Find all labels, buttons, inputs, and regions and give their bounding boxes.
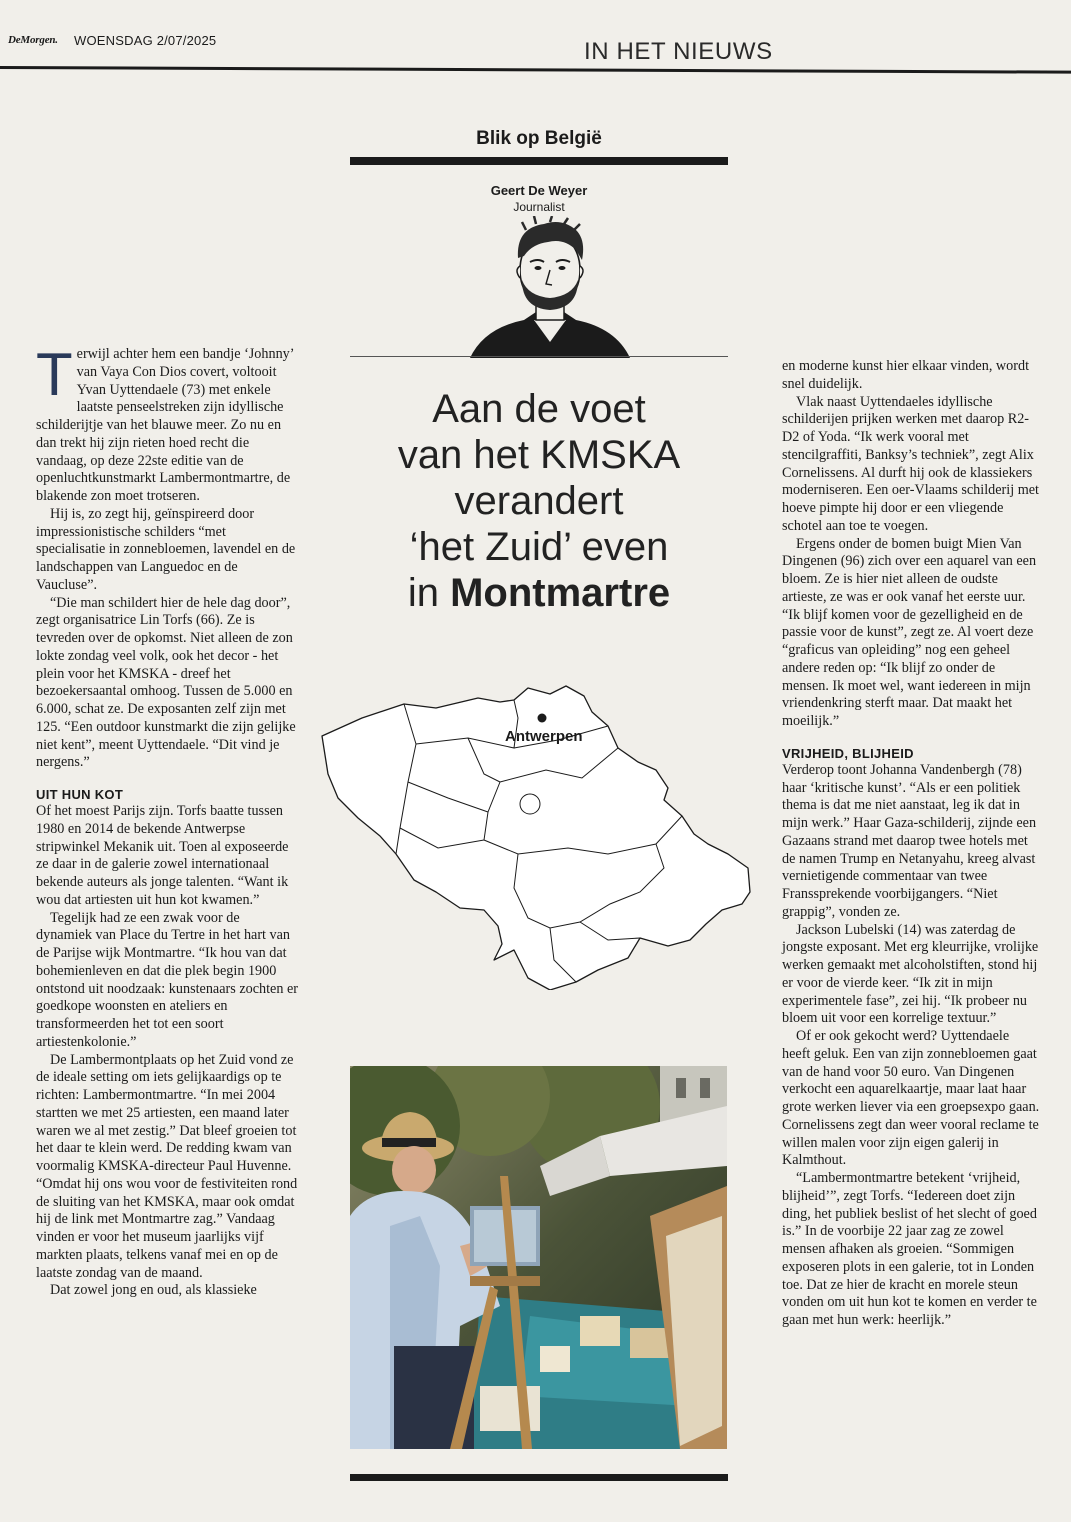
headline-emphasis: Montmartre [450, 571, 671, 615]
author-name: Geert De Weyer [490, 183, 588, 198]
paragraph: “Lambermontmartre betekent ‘vrijheid, blijheid’”, zegt Torfs. “Iedereen doet zijn ding, het publiek beslist of het slecht of goed is.” In de voorbije 22 jaar zag ze zowel mensen afhaken als groeien. “Sommigen exposeren plots in een galerie, tot in Londen toe. Dat ze hier de kracht en morele steun vonden om uit hun kot te komen en verder te gaan met hun werk: heerlijk.” [782, 1170, 1037, 1328]
paragraph: Hij is, zo zegt hij, geïnspireerd door impressionistische schilders “met specialisatie in zonnebloemen, lavendel en de landschappen van Languedoc en de Vaucluse”. [36, 505, 296, 593]
paragraph: Of er ook gekocht werd? Uyttendaele heeft geluk. Een van zijn zonnebloemen gaat van de hand voor 50 euro. Van Dingenen verkocht een aquarelkaartje, maar laat haar grote werken liever via een groepsexpo gaan. Cornelissens zegt dan weer vooral reclame te willen malen voor zijn eigen galerij in Kalmthout. [782, 1028, 1040, 1169]
masthead-logo: DeMorgen. [8, 34, 58, 46]
headline-line-3: verandert [454, 479, 624, 523]
header-rule [0, 66, 1071, 74]
issue-date: WOENSDAG 2/07/2025 [74, 33, 217, 48]
antwerp-marker [538, 714, 547, 723]
paragraph [36, 341, 298, 506]
paragraph: Dat zowel jong en oud, als klassieke [50, 1282, 257, 1299]
author-role: Journalist [513, 200, 565, 214]
paragraph: Tegelijk had ze een zwak voor de dynamiek van Place du Tertre in het hart van de Parijse wijk Montmartre. “Ik hou van dat bohemienleven en dat die plek begin 1900 ontstond uit noodzaak: kunstenaars zochten er goedkope woonsten en ateliers en transformeerden het tot een soort artiestenkolonie.” [36, 909, 298, 1050]
section-title: IN HET NIEUWS [584, 38, 773, 65]
headline-prefix: in [407, 571, 451, 615]
dropcap: T [36, 341, 73, 408]
left-column [36, 341, 298, 1300]
right-column [782, 358, 1040, 1330]
headline-line-2: van het KMSKA [397, 433, 681, 477]
headline [350, 386, 728, 616]
map-city-label: Antwerpen [505, 728, 583, 745]
headline-line-4: ‘het Zuid’ even [409, 525, 669, 569]
column-bar [350, 157, 728, 165]
market-photo [350, 1066, 727, 1449]
subheading: UIT HUN KOT [36, 787, 124, 802]
column-title: Blik op België [476, 128, 602, 149]
headline-line-1: Aan de voet [432, 387, 646, 431]
subheading: VRIJHEID, BLIJHEID [782, 745, 914, 761]
paragraph-text: erwijl achter hem een bandje ‘Johnny’ van Vaya Con Dios covert, voltooit Yvan Uyttendaele (73) met enkele laatste penseelstreken zijn idyllische schilderijtje van het blauwe meer. Zo nu en dan trekt hij zijn rieten hoed recht die vandaag, op deze 22ste editie van de openluchtkunstmarkt Lambermontmartre, de blakende zon moet trotseren. [36, 346, 294, 504]
paragraph: en moderne kunst hier elkaar vinden, wordt snel duidelijk. [782, 358, 1030, 392]
author-portrait [464, 216, 636, 358]
paragraph: “Die man schildert hier de hele dag door”, zegt organisatrice Lin Torfs (66). Ze is tevreden over de opkomst. Niet alleen de zon lokte zondag veel volk, ook het decor - het plein voor het KMSKA - dreef het bezoekersaantal omhoog. Tussen de 5.000 en 6.000, schat ze. De exposanten zelf zijn met 125. “Een outdoor kunstmarkt die zijn gelijke niet kent”, meent Uyttendaele. “Dit vind je nergens.” [36, 594, 296, 771]
paragraph: Ergens onder de bomen buigt Mien Van Dingenen (96) zich over een aquarel van een bloem. Ze is hier niet alleen de oudste artieste, ze was er ook vanaf het eerste uur. “Ik blijf komen voor de gezelligheid en de passie voor de kunst”, zegt ze. Al voert deze “graficus van opleiding” nog een geheel andere reden op: “Ik blijf zo onder de mensen. Ik moet wel, want iedereen in mijn vriendenkring sterft maar. Dat maakt het moeilijk.” [782, 535, 1037, 729]
paragraph: Jackson Lubelski (14) was zaterdag de jongste exposant. Met erg kleurrijke, vrolijke werken gemaakt met alcoholstiften, stond hij er voor de vierde keer. “Ik zit in mijn experimentele fase”, zei hij. “Ik probeer nu bloem uit voor een korrelige textuur.” [782, 921, 1039, 1027]
paragraph: Verderop toont Johanna Vandenbergh (78) haar ‘kritische kunst’. “Als er een politiek thema is dat me niet aanstaat, leg ik dat in mijn werk.” Haar Gaza-schilderij, zijnde een Gazaans strand met daarop twee hotels met de namen Trump en Netanyahu, kreeg alvast vernietigende commentaar van twee Franssprekende voorbijgangers. “Niet grappig”, vonden ze. [782, 761, 1037, 920]
bottom-bar [350, 1474, 728, 1481]
paragraph: Of het moest Parijs zijn. Torfs baatte tussen 1980 en 2014 de bekende Antwerpse stripwinkel Mekanik uit. Toen al exposeerde ze daar in de galerie zowel internationaal bekende auteurs als jonge talenten. “Want ik wou dat artiesten uit hun kot kwamen.” [36, 803, 289, 908]
paragraph: De Lambermontplaats op het Zuid vond ze de ideale setting om iets gelijkaardigs op te richten: Lambermontmartre. “In mei 2004 startten we met 25 artiesten, een maand later waren we al met zestig.” Dat bleef groeien tot het daar te klein werd. De redding kwam van voormalig KMSKA-directeur Paul Huvenne. “Omdat hij ons wou voor de festiviteiten rond de sluiting van het KMSKA, maar ook omdat hij de link met Montmartre zag.” Vandaag vinden er voor het museum jaarlijks vijf markten plaats, telkens vanaf mei en op de laatste zondag van de maand. [36, 1051, 298, 1281]
headline-line-5 [350, 570, 728, 616]
portrait-rule [350, 356, 728, 357]
belgium-map [318, 678, 754, 990]
paragraph: Vlak naast Uyttendaeles idyllische schilderijen prijken werken met daarop R2-D2 of Yoda. “Ik werk vooral met stencilgraffiti, Banksy’s techniek”, zegt Alix Cornelissens. Al durft hij ook de klassiekers moderniseren. Een oer-Vlaams schilderij met hoeve pimpte hij door er een vliegende schotel aan toe te voegen. [782, 393, 1039, 534]
